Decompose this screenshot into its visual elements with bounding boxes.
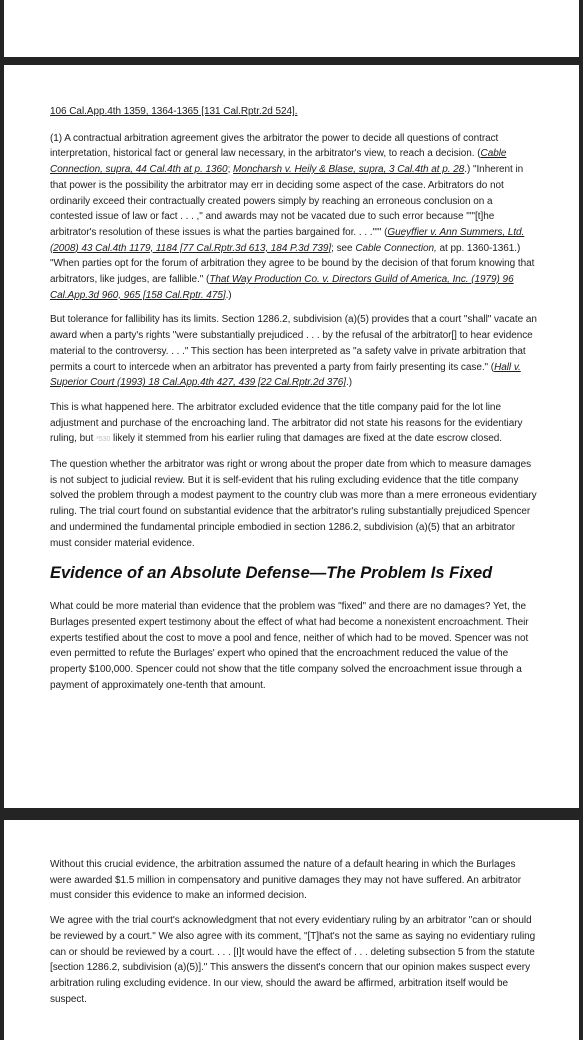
section-heading: Evidence of an Absolute Defense—The Problem Is Fixed bbox=[50, 564, 493, 583]
text: This is what happened here. The arbitrator excluded evidence that the title company paid for the lot line adjustment and purchase of the encroaching land. The arbitrator did not state his reasons for the evidentiary ruling, but bbox=[50, 401, 523, 445]
citation-cable-connection[interactable]: Cable Connection, supra, 44 Cal.4th at p. 1360 bbox=[50, 148, 507, 176]
paragraph-1 bbox=[50, 131, 538, 304]
paragraph-4: The question whether the arbitrator was right or wrong about the proper date from which to measure damages is not subject to judicial review. But it is self-evident that his ruling excluding evidence that the title company solved the problem through a modest payment to the country club was more than a mere erroneous evidentiary ruling. The trial court found on substantial evidence that the arbitrator's ruling substantially prejudiced Spencer and undermined the fundamental principle embodied in section 1286.2, subdivision (a)(5) that an arbitrator must consider material evidence. bbox=[50, 459, 537, 549]
paragraph-5: What could be more material than evidence that the problem was "fixed" and there are no damages? Yet, the Burlages presented expert testimony about the effect of what had become a nonexistent encroachment. Their experts testified about the cost to move a pool and fence, neither of which had to be moved. Spencer was not even permitted to refute the Burlages' expert who opined that the encroachment reduced the value of the property $100,000. Spencer could not show that the title company solved the encroachment issue through a payment of approximately one-tenth that amount. bbox=[50, 601, 529, 691]
paragraph-3 bbox=[50, 400, 538, 448]
paragraph-2 bbox=[50, 312, 538, 391]
case-name: Cable Connection, bbox=[355, 242, 437, 254]
citation-link[interactable]: 106 Cal.App.4th 1359, 1364-1365 [131 Cal.Rptr.2d 524]. bbox=[50, 106, 298, 117]
page-number-marker: *530 bbox=[96, 436, 111, 444]
text: likely it stemmed from his earlier ruling that damages are fixed at the date escrow closed. bbox=[110, 433, 503, 445]
text: .) bbox=[225, 289, 232, 301]
page-top-fragment bbox=[4, 0, 579, 57]
text: But tolerance for fallibility has its limits. Section 1286.2, subdivision (a)(5) provides that a court "shall" vacate an award when a party's rights "were substantially prejudiced . . . by the refusal of the arbitrator[] to hear evidence material to the controversy. . . ." This section has been interpreted as "a safety valve in private arbitration that permits a court to intercede when an arbitrator has prevented a party from fairly presenting its case." ( bbox=[50, 314, 537, 373]
citation-line bbox=[50, 104, 538, 120]
text: .) bbox=[345, 377, 352, 389]
citation-gueyffier[interactable]: Gueyffier v. Ann Summers, Ltd. (2008) 43 Cal.4th 1179, 1184 [77 Cal.Rptr.3d 613, 184 P.3d 739] bbox=[50, 226, 525, 254]
citation-moncharsh[interactable]: Moncharsh v. Heily & Blase, supra, 3 Cal.4th at p. 28 bbox=[233, 164, 465, 176]
text: (1) A contractual arbitration agreement gives the arbitrator the power to decide all questions of contract interpretation, historical fact or general law necessary, in the arbitrator's view, to reach a decision. ( bbox=[50, 132, 499, 160]
text: .) "Inherent in that power is the possibility the arbitrator may err in deciding some aspect of the case. Arbitrators do not ordinarily exceed their contractually created powers simply by reaching an erroneous conclusion on a contested issue of law or fact . . . ," and awards may not be vacated due to such error because "'"[t]he arbitrator's resolution of these issues is what the parties bargained for. . . ."'" ( bbox=[50, 164, 524, 238]
document-page bbox=[4, 65, 579, 808]
page-content bbox=[50, 104, 538, 703]
citation-hall[interactable]: Hall v. Superior Court (1993) 18 Cal.App.4th 427, 439 [22 Cal.Rptr.2d 376] bbox=[50, 361, 521, 389]
text: ; see bbox=[331, 242, 356, 254]
paragraph-7: We agree with the trial court's acknowledgment that not every evidentiary ruling by an arbitrator "can or should be reviewed by a court." We also agree with its comment, "[T]hat's not the same as saying no evidentiary ruling can or should be reviewed by a court. . . . [I]t would have the effect of . . . deleting subsection 5 from the statute [section 1286.2, subdivision (a)(5)]." This answers the dissent's concern that our opinion makes suspect every arbitration ruling excluding evidence. In our view, should the award be affirmed, arbitration itself would be suspect. bbox=[50, 915, 536, 1005]
text: at pp. 1360-1361.) "When parties opt for the forum of arbitration they agree to be bound by the decision of that forum knowing that arbitrators, like judges, are fallible." ( bbox=[50, 242, 535, 286]
page-content bbox=[50, 857, 538, 1016]
text: ; bbox=[227, 164, 234, 176]
paragraph-6: Without this crucial evidence, the arbitration assumed the nature of a default hearing in which the Burlages were awarded $1.5 million in compensatory and punitive damages they may not have suffered. An arbitrator must consider this evidence to make an informed decision. bbox=[50, 859, 521, 902]
citation-that-way-production[interactable]: That Way Production Co. v. Directors Guild of America, Inc. (1979) 96 Cal.App.3d 960, 965 [158 Cal.Rptr. 475] bbox=[50, 274, 514, 301]
document-page-next bbox=[4, 820, 579, 1040]
